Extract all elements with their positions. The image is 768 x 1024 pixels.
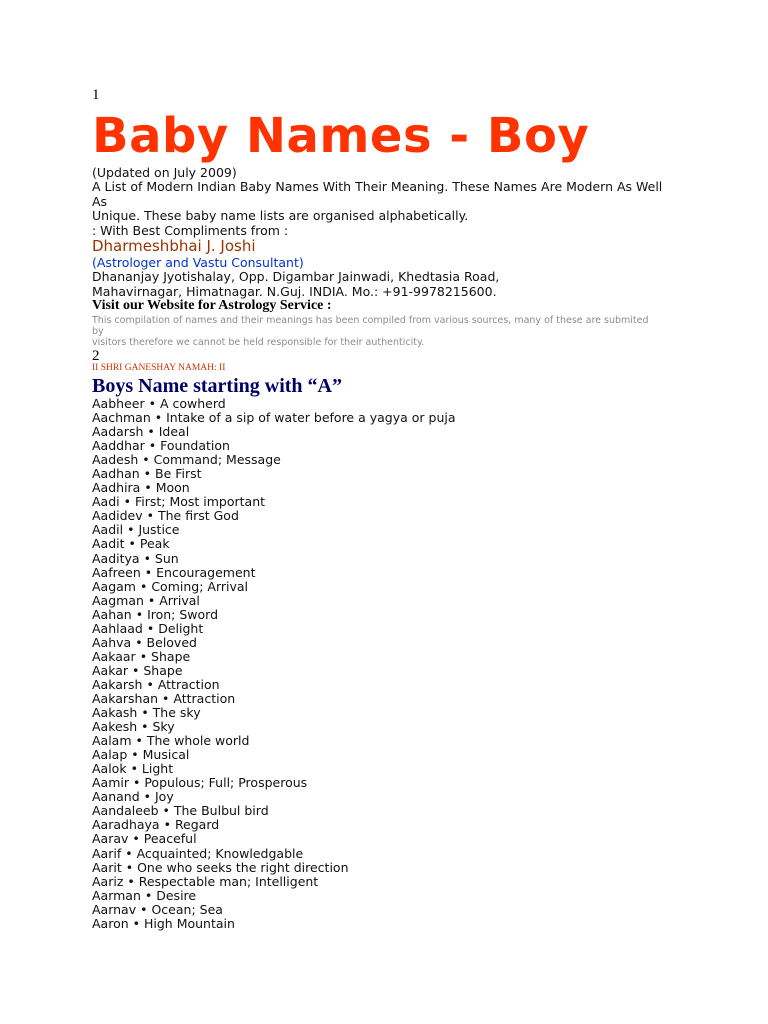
baby-name: Aadil	[92, 522, 124, 538]
names-list	[92, 397, 456, 931]
bullet-separator-icon	[140, 902, 147, 917]
author-name: Dharmeshbhai J. Joshi	[92, 237, 256, 255]
list-item	[92, 889, 456, 903]
list-item	[92, 594, 456, 608]
disclaimer-line: by	[92, 326, 104, 337]
name-meaning: Foundation	[160, 438, 230, 454]
list-item	[92, 832, 456, 846]
bullet-separator-icon	[147, 621, 154, 636]
name-meaning: The sky	[152, 705, 201, 721]
baby-name: Aahan	[92, 606, 132, 622]
bullet-separator-icon	[155, 410, 162, 425]
bullet-separator-icon	[145, 888, 152, 903]
baby-name: Aagam	[92, 578, 136, 594]
baby-name: Aabheer	[92, 396, 145, 411]
bullet-separator-icon	[142, 452, 149, 467]
name-meaning: One who seeks the right direction	[137, 859, 349, 875]
baby-name: Aakaar	[92, 648, 136, 664]
list-item	[92, 537, 456, 551]
baby-name: Aaron	[92, 915, 129, 931]
baby-name: Aagman	[92, 592, 144, 608]
name-meaning: Attraction	[157, 676, 220, 692]
name-meaning: Intake of a sip of water before a yagya or puja	[166, 410, 456, 426]
section-heading: Boys Name starting with “A”	[92, 375, 342, 397]
page-number: 2	[92, 348, 100, 364]
name-meaning: Delight	[158, 620, 204, 636]
name-meaning: Iron; Sword	[147, 606, 219, 622]
name-meaning: Ideal	[158, 424, 190, 440]
list-item	[92, 481, 456, 495]
list-item	[92, 847, 456, 861]
list-item	[92, 804, 456, 818]
baby-name: Aadarsh	[92, 424, 144, 440]
bullet-separator-icon	[135, 635, 142, 650]
baby-name: Aakesh	[92, 719, 138, 735]
name-meaning: Regard	[174, 817, 220, 833]
website-line: Visit our Website for Astrology Service :	[92, 298, 332, 313]
bullet-separator-icon	[144, 551, 151, 566]
name-meaning: The Bulbul bird	[173, 803, 269, 819]
bullet-separator-icon	[131, 747, 138, 762]
baby-name: Aaddhar	[92, 438, 145, 454]
name-meaning: Be First	[155, 466, 202, 482]
list-item	[92, 425, 456, 439]
name-meaning: Joy	[155, 789, 174, 805]
baby-name: Aarif	[92, 845, 122, 861]
bullet-separator-icon	[144, 466, 151, 481]
baby-name: Aadi	[92, 494, 120, 510]
bullet-separator-icon	[141, 705, 148, 720]
intro-line: As	[92, 193, 108, 209]
list-item	[92, 776, 456, 790]
bullet-separator-icon	[140, 579, 147, 594]
baby-name: Aalok	[92, 761, 127, 777]
bullet-separator-icon	[144, 789, 151, 804]
name-meaning: High Mountain	[144, 915, 235, 931]
baby-name: Aakarsh	[92, 676, 143, 692]
baby-name: Aachman	[92, 410, 151, 426]
name-meaning: Light	[141, 761, 174, 777]
baby-name: Aaditya	[92, 550, 140, 566]
name-meaning: Desire	[156, 887, 197, 903]
name-meaning: Justice	[138, 522, 180, 538]
bullet-separator-icon	[149, 396, 156, 411]
intro-line: : With Best Compliments from :	[92, 222, 289, 238]
bullet-separator-icon	[125, 846, 132, 861]
baby-name: Aarnav	[92, 901, 137, 917]
name-meaning: The whole world	[146, 733, 250, 749]
intro-block	[92, 166, 692, 238]
document-title: Baby Names - Boy	[92, 108, 590, 164]
name-meaning: Shape	[143, 662, 183, 678]
name-meaning: Beloved	[146, 634, 197, 650]
list-item	[92, 509, 456, 523]
list-item	[92, 861, 456, 875]
bullet-separator-icon	[127, 522, 134, 537]
name-meaning: Sun	[154, 550, 179, 566]
name-meaning: A cowherd	[159, 396, 226, 411]
address-line: Dhananjay Jyotishalay, Opp. Digambar Jainwadi, Khedtasia Road,	[92, 269, 500, 284]
baby-name: Aakash	[92, 705, 138, 721]
baby-name: Aadit	[92, 536, 125, 552]
bullet-separator-icon	[136, 607, 143, 622]
bullet-separator-icon	[147, 508, 154, 523]
bullet-separator-icon	[144, 480, 151, 495]
baby-name: Aamir	[92, 775, 129, 791]
baby-name: Aaradhaya	[92, 817, 160, 833]
list-item	[92, 552, 456, 566]
baby-name: Aalap	[92, 747, 128, 763]
disclaimer-line: This compilation of names and their meanings has been compiled from various sources, many of these are submited	[92, 315, 649, 326]
bullet-separator-icon	[133, 916, 140, 931]
baby-name: Aanand	[92, 789, 140, 805]
baby-name: Aarav	[92, 831, 129, 847]
list-item	[92, 636, 456, 650]
bullet-separator-icon	[124, 494, 131, 509]
bullet-separator-icon	[164, 817, 171, 832]
author-address	[92, 270, 499, 299]
list-item	[92, 495, 456, 509]
name-meaning: Command; Message	[153, 452, 281, 468]
baby-name: Aakarshan	[92, 690, 159, 706]
list-item	[92, 650, 456, 664]
bullet-separator-icon	[127, 874, 134, 889]
baby-name: Aadidev	[92, 508, 143, 524]
list-item	[92, 467, 456, 481]
list-item	[92, 790, 456, 804]
baby-name: Aalam	[92, 733, 132, 749]
bullet-separator-icon	[129, 536, 136, 551]
disclaimer	[92, 315, 672, 348]
list-item	[92, 397, 456, 411]
bullet-separator-icon	[131, 761, 138, 776]
baby-name: Aarman	[92, 887, 141, 903]
baby-name: Aadhan	[92, 466, 140, 482]
bullet-separator-icon	[162, 691, 169, 706]
mantra-line: II SHRI GANESHAY NAMAH: II	[92, 363, 226, 373]
bullet-separator-icon	[148, 593, 155, 608]
name-meaning: Coming; Arrival	[151, 578, 249, 594]
name-meaning: Ocean; Sea	[151, 901, 223, 917]
list-item	[92, 720, 456, 734]
list-item	[92, 608, 456, 622]
list-item	[92, 692, 456, 706]
bullet-separator-icon	[145, 565, 152, 580]
disclaimer-line: visitors therefore we cannot be held responsible for their authenticity.	[92, 337, 425, 348]
bullet-separator-icon	[146, 677, 153, 692]
page-number: 1	[92, 87, 100, 103]
list-item	[92, 818, 456, 832]
intro-line: (Updated on July 2009)	[92, 165, 237, 180]
list-item	[92, 439, 456, 453]
name-meaning: Encouragement	[156, 564, 256, 580]
baby-name: Aahlaad	[92, 620, 143, 636]
list-item	[92, 664, 456, 678]
name-meaning: Attraction	[173, 690, 236, 706]
baby-name: Aandaleeb	[92, 803, 159, 819]
list-item	[92, 917, 456, 931]
list-item	[92, 875, 456, 889]
list-item	[92, 566, 456, 580]
name-meaning: Moon	[155, 480, 190, 496]
bullet-separator-icon	[140, 649, 147, 664]
bullet-separator-icon	[132, 831, 139, 846]
baby-name: Aakar	[92, 662, 129, 678]
address-line: Mahavirnagar, Himatnagar. N.Guj. INDIA. Mo.: +91-9978215600.	[92, 283, 497, 299]
intro-line: A List of Modern Indian Baby Names With Their Meaning. These Names Are Modern As Well	[92, 179, 663, 195]
list-item	[92, 580, 456, 594]
list-item	[92, 734, 456, 748]
name-meaning: Sky	[152, 719, 175, 735]
name-meaning: Arrival	[159, 592, 200, 608]
name-meaning: The first God	[158, 508, 239, 524]
baby-name: Aahva	[92, 634, 132, 650]
bullet-separator-icon	[126, 860, 133, 875]
intro-line: Unique. These baby name lists are organised alphabetically.	[92, 208, 469, 224]
list-item	[92, 903, 456, 917]
bullet-separator-icon	[133, 775, 140, 790]
author-role: (Astrologer and Vastu Consultant)	[92, 255, 304, 270]
list-item	[92, 523, 456, 537]
bullet-separator-icon	[147, 424, 154, 439]
list-item	[92, 706, 456, 720]
name-meaning: Populous; Full; Prosperous	[144, 775, 308, 791]
name-meaning: Peak	[139, 536, 170, 552]
name-meaning: Respectable man; Intelligent	[138, 873, 319, 889]
bullet-separator-icon	[141, 719, 148, 734]
bullet-separator-icon	[163, 803, 170, 818]
baby-name: Aarit	[92, 859, 122, 875]
name-meaning: Acquainted; Knowledgable	[136, 845, 304, 861]
bullet-separator-icon	[132, 663, 139, 678]
list-item	[92, 411, 456, 425]
name-meaning: Peaceful	[143, 831, 197, 847]
baby-name: Aariz	[92, 873, 124, 889]
baby-name: Aafreen	[92, 564, 141, 580]
list-item	[92, 622, 456, 636]
name-meaning: Musical	[142, 747, 190, 763]
bullet-separator-icon	[149, 438, 156, 453]
list-item	[92, 762, 456, 776]
name-meaning: Shape	[151, 648, 191, 664]
list-item	[92, 453, 456, 467]
list-item	[92, 748, 456, 762]
list-item	[92, 678, 456, 692]
baby-name: Aadhira	[92, 480, 141, 496]
baby-name: Aadesh	[92, 452, 139, 468]
bullet-separator-icon	[136, 733, 143, 748]
name-meaning: First; Most important	[134, 494, 266, 510]
